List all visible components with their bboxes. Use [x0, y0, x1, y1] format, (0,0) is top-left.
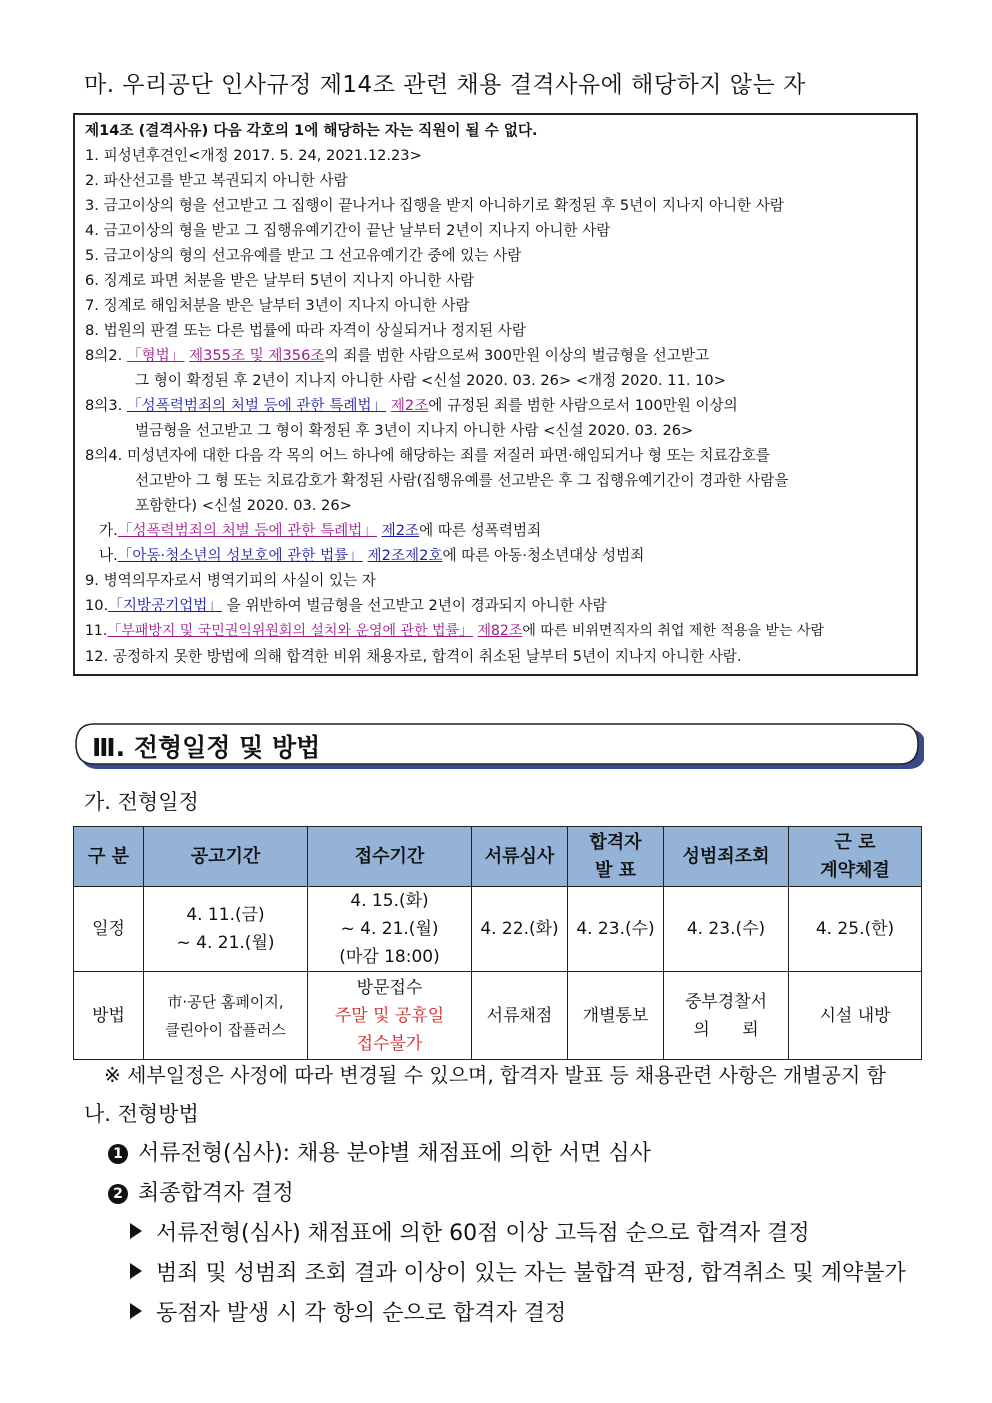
item-8-4-line1: 8의4. 미성년자에 대한 다음 각 목의 어느 하나에 해당하는 죄를 저질러 파면·해임되거나 형 또는 치료감호를 — [85, 447, 770, 464]
schedule-table — [73, 826, 922, 1060]
cell-announcement-date: 4. 23.(수) — [568, 887, 664, 972]
item-8-2: 8의2. 「형법」 제355조 및 제356조의 죄를 범한 사람으로써 300만원 이상의 벌금형을 선고받고 — [85, 347, 710, 364]
cell-receipt-method: 방문접수 주말 및 공휴일 접수불가 — [308, 972, 472, 1060]
row-label-method: 방법 — [74, 972, 144, 1060]
triangle-bullet-icon — [130, 1223, 142, 1239]
header-announce-period: 공고기간 — [144, 827, 308, 887]
article-link-2[interactable]: 제2조 — [390, 397, 429, 414]
item-8-3-cont: 벌금형을 선고받고 그 형이 확정된 후 3년이 지나지 아니한 사람 <신설 2020. 03. 26> — [135, 422, 694, 439]
item-4: 4. 금고이상의 형을 받고 그 집행유예기간이 끝난 날부터 2년이 지나지 아니한 사람 — [85, 222, 611, 239]
item-5: 5. 금고이상의 형의 선고유예를 받고 그 선고유예기간 중에 있는 사람 — [85, 247, 522, 264]
cell-contract-date: 4. 25.(한) — [789, 887, 922, 972]
bullet-2: 범죄 및 성범죄 조회 결과 이상이 있는 자는 불합격 판정, 합격취소 및 계약불가 — [130, 1256, 906, 1287]
item-8: 8. 법원의 판결 또는 다른 법률에 따라 자격이 상실되거나 정지된 사람 — [85, 322, 526, 339]
item-6: 6. 징계로 파면 처분을 받은 날부터 5년이 지나지 아니한 사람 — [85, 272, 475, 289]
item-ga: 가.「성폭력범죄의 처벌 등에 관한 특례법」 제2조에 따른 성폭력범죄 — [99, 522, 542, 539]
item-11: 11.「부패방지 및 국민권익위원회의 설치와 운영에 관한 법률」 제82조에 따른 비위면직자의 취업 제한 적용을 받는 사람 — [85, 623, 824, 639]
section-3-banner — [74, 722, 924, 770]
schedule-note: ※ 세부일정은 사정에 따라 변경될 수 있으며, 합격자 발표 등 채용관련 사항은 개별공지 함 — [104, 1063, 886, 1087]
article-link-2-2[interactable]: 제2조제2호 — [367, 547, 443, 564]
item-12: 12. 공정하지 못한 방법에 의해 합격한 비위 채용자로, 합격이 취소된 날부터 5년이 지나지 아니한 사람. — [85, 648, 742, 665]
law-link-criminal-act[interactable]: 「형법」 — [126, 347, 185, 364]
header-announcement: 합격자 발 표 — [568, 827, 664, 887]
item-3: 3. 금고이상의 형을 선고받고 그 집행이 끝나거나 집행을 받지 아니하기로 확정된 후 5년이 지나지 아니한 사람 — [85, 197, 784, 214]
law-link-sexual-violence-act[interactable]: 「성폭력범죄의 처벌 등에 관한 특례법」 — [126, 397, 387, 414]
section-ma-title: 마. 우리공단 인사규정 제14조 관련 채용 결격사유에 해당하지 않는 자 — [84, 72, 806, 98]
article-14-box — [73, 113, 918, 676]
item-8-4-line3: 포함한다) <신설 2020. 03. 26> — [135, 497, 352, 514]
cell-crime-check-date: 4. 23.(수) — [664, 887, 789, 972]
cell-review-date: 4. 22.(화) — [472, 887, 568, 972]
table-row-method — [74, 972, 922, 1060]
section-3-title: Ⅲ. 전형일정 및 방법 — [92, 733, 321, 762]
step-2: 2 최종합격자 결정 — [108, 1176, 294, 1207]
cell-announce-method: 市·공단 홈페이지, 클린아이 잡플러스 — [144, 972, 308, 1060]
method-subtitle: 나. 전형방법 — [84, 1102, 199, 1126]
item-2: 2. 파산선고를 받고 복권되지 아니한 사람 — [85, 172, 348, 189]
row-label-date: 일정 — [74, 887, 144, 972]
item-9: 9. 병역의무자로서 병역기피의 사실이 있는 자 — [85, 572, 376, 589]
step-1: 1 서류전형(심사): 채용 분야별 채점표에 의한 서면 심사 — [108, 1136, 651, 1167]
bullet-1: 서류전형(심사) 채점표에 의한 60점 이상 고득점 순으로 합격자 결정 — [130, 1216, 810, 1247]
schedule-subtitle: 가. 전형일정 — [84, 790, 199, 814]
header-crime-check: 성범죄조회 — [664, 827, 789, 887]
bullet-3: 동점자 발생 시 각 항의 순으로 합격자 결정 — [130, 1296, 566, 1327]
article-link-2b[interactable]: 제2조 — [381, 522, 420, 539]
law-link-anti-corruption-act[interactable]: 「부패방지 및 국민권익위원회의 설치와 운영에 관한 법률」 — [107, 623, 474, 639]
table-row-date — [74, 887, 922, 972]
header-receipt-period: 접수기간 — [308, 827, 472, 887]
cell-announce-date: 4. 11.(금) ~ 4. 21.(월) — [144, 887, 308, 972]
item-1: 1. 피성년후견인<개정 2017. 5. 24, 2021.12.23> — [85, 147, 422, 164]
law-link-youth-protection-act[interactable]: 「아동·청소년의 성보호에 관한 법률」 — [117, 547, 363, 564]
item-10: 10.「지방공기업법」 을 위반하여 벌금형을 선고받고 2년이 경과되지 아니한 사람 — [85, 597, 607, 614]
cell-crime-check-method: 중부경찰서 의 뢰 — [664, 972, 789, 1060]
law-link-local-enterprise-act[interactable]: 「지방공기업법」 — [108, 597, 222, 614]
cell-announcement-method: 개별통보 — [568, 972, 664, 1060]
triangle-bullet-icon — [130, 1263, 142, 1279]
law-link-sexual-violence-act-2[interactable]: 「성폭력범죄의 처벌 등에 관한 특례법」 — [117, 522, 377, 539]
item-8-3: 8의3. 「성폭력범죄의 처벌 등에 관한 특례법」 제2조에 규정된 죄를 범한 사람으로서 100만원 이상의 — [85, 397, 738, 414]
item-8-2-cont: 그 형이 확정된 후 2년이 지나지 아니한 사람 <신설 2020. 03. 26> <개정 2020. 11. 10> — [135, 372, 726, 389]
item-na: 나.「아동·청소년의 성보호에 관한 법률」 제2조제2호에 따른 아동·청소년대상 성범죄 — [99, 547, 645, 564]
article-header: 제14조 (결격사유) 다음 각호의 1에 해당하는 자는 직원이 될 수 없다. — [85, 122, 538, 139]
header-category: 구 분 — [74, 827, 144, 887]
number-1-icon: 1 — [108, 1144, 128, 1164]
item-7: 7. 징계로 해임처분을 받은 날부터 3년이 지나지 아니한 사람 — [85, 297, 470, 314]
item-8-4-line2: 선고받아 그 형 또는 치료감호가 확정된 사람(집행유예를 선고받은 후 그 집행유예기간이 경과한 사람을 — [135, 472, 789, 489]
triangle-bullet-icon — [130, 1303, 142, 1319]
number-2-icon: 2 — [108, 1184, 128, 1204]
header-document-review: 서류심사 — [472, 827, 568, 887]
article-link-82[interactable]: 제82조 — [477, 623, 523, 639]
header-contract: 근 로 계약체결 — [789, 827, 922, 887]
cell-review-method: 서류채점 — [472, 972, 568, 1060]
cell-receipt-date: 4. 15.(화) ~ 4. 21.(월) (마감 18:00) — [308, 887, 472, 972]
article-link-355-356[interactable]: 제355조 및 제356조 — [188, 347, 325, 364]
cell-contract-method: 시설 내방 — [789, 972, 922, 1060]
